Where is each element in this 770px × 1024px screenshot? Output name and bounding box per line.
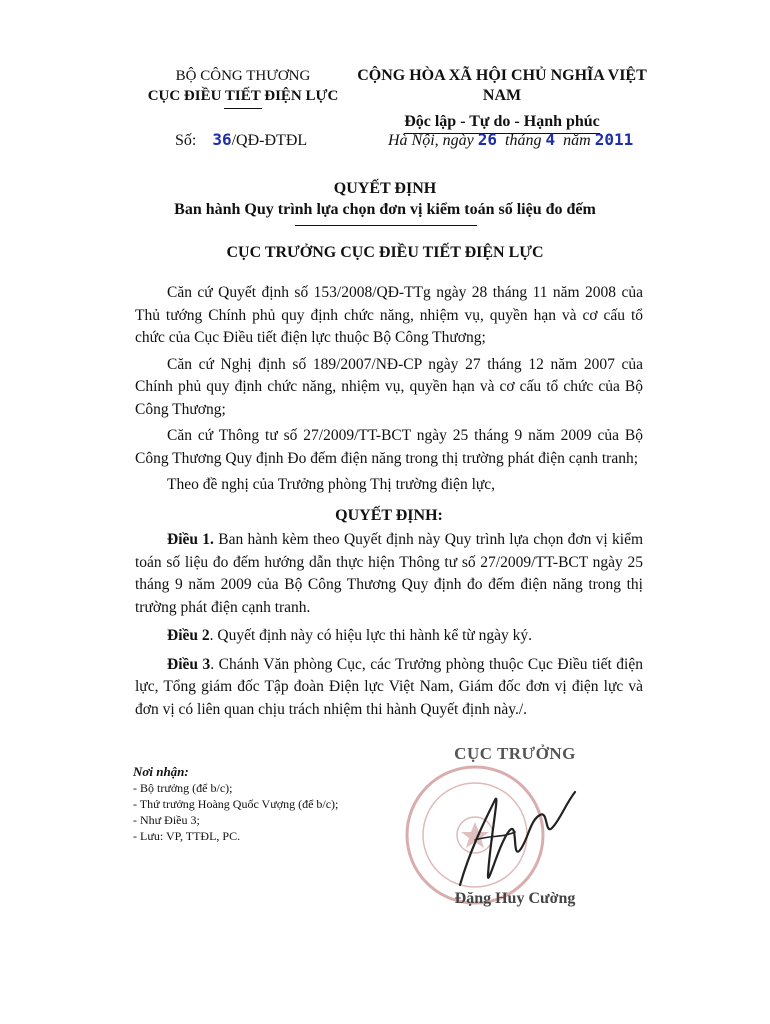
issuing-authority: CỤC TRƯỞNG CỤC ĐIỀU TIẾT ĐIỆN LỰC	[226, 244, 544, 261]
article-2-text: . Quyết định này có hiệu lực thi hành kể từ ngày ký.	[209, 627, 533, 644]
country-name: CỘNG HÒA XÃ HỘI CHỦ NGHĨA VIỆT NAM	[357, 67, 647, 104]
recipients-title: Nơi nhận:	[133, 764, 189, 779]
recipient-item: - Thứ trưởng Hoàng Quốc Vượng (để b/c);	[133, 797, 339, 811]
document-date	[388, 130, 633, 150]
date-month: 4	[545, 130, 556, 149]
recipient-item: - Như Điều 3;	[133, 813, 200, 827]
decision-heading: QUYẾT ĐỊNH:	[335, 506, 443, 524]
date-month-label: tháng	[505, 132, 542, 149]
article-1-label: Điều 1.	[167, 531, 214, 548]
handwritten-signature-icon	[440, 780, 590, 895]
document-body	[135, 282, 643, 725]
document-number	[175, 130, 307, 150]
preamble-4: Theo đề nghị của Trưởng phòng Thị trường điện lực,	[167, 476, 496, 493]
agency-underline	[224, 108, 262, 109]
document-subtitle: Ban hành Quy trình lựa chọn đơn vị kiểm toán số liệu đo đếm	[174, 201, 596, 218]
number-prefix: Số:	[175, 132, 197, 149]
agency-name: CỤC ĐIỀU TIẾT ĐIỆN LỰC	[147, 88, 339, 104]
recipient-item: - Bộ trưởng (để b/c);	[133, 781, 233, 795]
subtitle-underline	[295, 225, 477, 226]
article-3-label: Điều 3	[167, 655, 211, 673]
article-1-text: Ban hành kèm theo Quyết định này Quy trình lựa chọn đơn vị kiểm toán số liệu đo đếm hướng dẫn thực hiện Thông tư số 27/2009/TT-BCT ngày 25 tháng 9 năm 2009 của Bộ Công Thương Quy định đo đếm điện năng trong thị trường phát điện cạnh tranh.	[135, 531, 643, 616]
recipients-block	[133, 764, 338, 844]
recipient-item: - Lưu: VP, TTĐL, PC.	[133, 829, 241, 843]
article-3	[135, 654, 643, 722]
article-1	[135, 529, 643, 619]
article-2	[135, 625, 643, 648]
date-place: Hà Nội, ngày	[388, 132, 474, 149]
date-year: 2011	[594, 130, 634, 149]
number-suffix: /QĐ-ĐTĐL	[231, 132, 308, 149]
preamble-3: Căn cứ Thông tư số 27/2009/TT-BCT ngày 25 tháng 9 năm 2009 của Bộ Công Thương Quy định Đo đếm điện năng trong thị trường phát điện cạnh tranh;	[135, 427, 643, 467]
ministry-name: BỘ CÔNG THƯƠNG	[175, 68, 311, 84]
preamble-2: Căn cứ Nghị định số 189/2007/NĐ-CP ngày 27 tháng 12 năm 2007 của Chính phủ quy định chức năng, nhiệm vụ, quyền hạn và cơ cấu tổ chức của Bộ Công Thương;	[135, 355, 643, 418]
motto: Độc lập - Tự do - Hạnh phúc	[404, 112, 600, 134]
signer-title: CỤC TRƯỞNG	[454, 744, 576, 763]
number-value: 36	[212, 130, 232, 149]
date-year-label: năm	[563, 132, 591, 149]
agency-header	[118, 66, 368, 109]
article-2-label: Điều 2	[167, 627, 210, 644]
signer-name: Đặng Huy Cường	[454, 890, 576, 907]
document-title: QUYẾT ĐỊNH	[333, 180, 437, 197]
preamble-1: Căn cứ Quyết định số 153/2008/QĐ-TTg ngày 28 tháng 11 năm 2008 của Thủ tướng Chính phủ quy định chức năng, nhiệm vụ, quyền hạn và cơ cấu tổ chức của Cục Điều tiết điện lực thuộc Bộ Công Thương;	[135, 284, 643, 346]
article-3-text: . Chánh Văn phòng Cục, các Trưởng phòng thuộc Cục Điều tiết điện lực, Tổng giám đốc Tập đoàn Điện lực Việt Nam, Giám đốc đơn vị điện lực và đơn vị có liên quan chịu trách nhiệm thi hành Quyết định này./.	[135, 655, 643, 718]
national-header	[352, 66, 652, 134]
date-day: 26	[477, 130, 498, 149]
